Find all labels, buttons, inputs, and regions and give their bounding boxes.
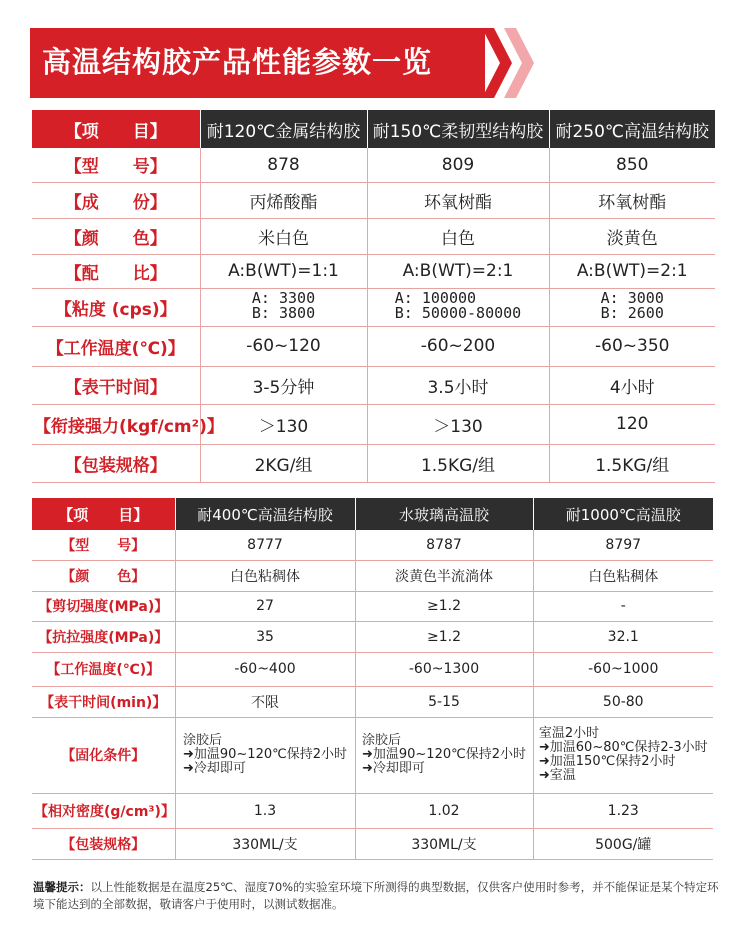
value-cell: -60~400 [175, 652, 355, 686]
row-label: 【配 比】 [32, 254, 200, 288]
table-row [32, 793, 713, 828]
value-line: ➜冷却即可 [361, 761, 425, 776]
title-banner [30, 28, 510, 98]
table-row [32, 404, 715, 444]
value-line: 涂胶后 [361, 733, 401, 748]
table-row [32, 148, 715, 182]
value-cell: 1.02 [355, 793, 533, 828]
value-cell: 不限 [175, 686, 355, 717]
note-prefix: 温馨提示： [33, 880, 91, 894]
row-label: 【固化条件】 [32, 717, 175, 793]
value-cell: 3.5小时 [367, 366, 549, 404]
value-cell [533, 717, 713, 793]
row-label: 【型 号】 [32, 148, 200, 182]
value-line: 室温2小时 [538, 726, 600, 741]
value-cell: 8797 [533, 530, 713, 560]
value-cell: 1.3 [175, 793, 355, 828]
table-row [32, 560, 713, 591]
value-cell: 4小时 [549, 366, 715, 404]
row-label: 【包装规格】 [32, 828, 175, 859]
chevron-right-icon [482, 28, 512, 98]
value-cell: 32.1 [533, 621, 713, 652]
value-cell: ＞130 [367, 404, 549, 444]
value-line: ➜加温60~80℃保持2-3小时 [538, 740, 708, 755]
value-line: A: 100000 [394, 289, 477, 307]
row-label: 【颜 色】 [32, 560, 175, 591]
value-cell: 3-5分钟 [200, 366, 367, 404]
value-line: B: 3800 [251, 304, 316, 322]
value-cell: 1.5KG/组 [367, 444, 549, 482]
value-cell [175, 717, 355, 793]
value-cell: 120 [549, 404, 715, 444]
value-cell: 白色粘稠体 [175, 560, 355, 591]
value-cell: 8787 [355, 530, 533, 560]
table-row [32, 530, 713, 560]
table-row [32, 621, 713, 652]
value-line: A: 3000 [600, 289, 664, 307]
multiline-value [601, 291, 664, 321]
value-line: B: 2600 [600, 304, 664, 322]
value-cell: 2KG/组 [200, 444, 367, 482]
value-line: A: 3300 [251, 289, 316, 307]
value-line: ➜室温 [538, 768, 576, 783]
row-label: 【颜 色】 [32, 218, 200, 254]
note-text: 以上性能数据是在温度25℃、湿度70%的实验室环境下所测得的典型数据，仅供客户使用时参考，并不能保证是某个特定环境下能达到的全部数据，敬请客户于使用时，以测试数据准。 [33, 880, 719, 911]
multiline-value [395, 291, 521, 321]
row-label: 【工作温度(℃)】 [32, 326, 200, 366]
table-row [32, 444, 715, 482]
table-row [32, 652, 713, 686]
value-cell: 米白色 [200, 218, 367, 254]
value-cell: 淡黄色半流淌体 [355, 560, 533, 591]
value-cell: 丙烯酸酯 [200, 182, 367, 218]
value-cell: 27 [175, 591, 355, 621]
spec-table-1 [32, 110, 715, 483]
product-header-cell: 耐1000℃高温胶 [533, 498, 713, 530]
table-row [32, 366, 715, 404]
value-cell: ＞130 [200, 404, 367, 444]
value-cell: A:B(WT)=2:1 [367, 254, 549, 288]
disclaimer-note [33, 879, 723, 913]
table-row [32, 326, 715, 366]
value-cell: 1.5KG/组 [549, 444, 715, 482]
row-label: 【工作温度(℃)】 [32, 652, 175, 686]
value-cell: 500G/罐 [533, 828, 713, 859]
row-label: 【包装规格】 [32, 444, 200, 482]
value-cell: 850 [549, 148, 715, 182]
product-header-cell: 水玻璃高温胶 [355, 498, 533, 530]
table-row [32, 254, 715, 288]
row-label: 【衔接强力(kgf/cm²)】 [32, 404, 200, 444]
row-label: 【抗拉强度(MPa)】 [32, 621, 175, 652]
value-cell: -60~1000 [533, 652, 713, 686]
value-cell: - [533, 591, 713, 621]
value-cell: 环氧树酯 [367, 182, 549, 218]
row-label: 【表干时间】 [32, 366, 200, 404]
value-cell: ≥1.2 [355, 591, 533, 621]
value-cell [549, 288, 715, 326]
table-row [32, 288, 715, 326]
value-cell: 878 [200, 148, 367, 182]
value-cell: 1.23 [533, 793, 713, 828]
spec-table-2 [32, 498, 713, 860]
value-line: ➜加温90~120℃保持2小时 [361, 747, 526, 762]
table-header-row [32, 498, 713, 530]
multiline-value [362, 734, 526, 776]
row-label: 【相对密度(g/cm³)】 [32, 793, 175, 828]
value-cell: A:B(WT)=1:1 [200, 254, 367, 288]
multiline-value [539, 727, 708, 783]
value-cell: 35 [175, 621, 355, 652]
table-row [32, 717, 713, 793]
value-cell: ≥1.2 [355, 621, 533, 652]
value-cell: 809 [367, 148, 549, 182]
value-cell: -60~350 [549, 326, 715, 366]
header-label-cell: 【项 目】 [32, 498, 175, 530]
value-cell [200, 288, 367, 326]
value-line: B: 50000-80000 [394, 304, 522, 322]
value-line: ➜冷却即可 [182, 761, 246, 776]
product-header-cell: 耐120℃金属结构胶 [200, 110, 367, 148]
product-header-cell: 耐150℃柔韧型结构胶 [367, 110, 549, 148]
value-cell: A:B(WT)=2:1 [549, 254, 715, 288]
value-cell: 白色粘稠体 [533, 560, 713, 591]
value-cell [367, 288, 549, 326]
value-cell: 白色 [367, 218, 549, 254]
value-cell: 50-80 [533, 686, 713, 717]
row-label: 【表干时间(min)】 [32, 686, 175, 717]
value-cell: 8777 [175, 530, 355, 560]
header-label-cell: 【项 目】 [32, 110, 200, 148]
value-cell: 330ML/支 [175, 828, 355, 859]
table-row [32, 686, 713, 717]
row-label: 【成 份】 [32, 182, 200, 218]
product-header-cell: 耐250℃高温结构胶 [549, 110, 715, 148]
table-row [32, 828, 713, 859]
table-row [32, 182, 715, 218]
table-row [32, 218, 715, 254]
value-line: ➜加温150℃保持2小时 [538, 754, 676, 769]
multiline-value [183, 734, 347, 776]
multiline-value [252, 291, 315, 321]
value-cell: 环氧树酯 [549, 182, 715, 218]
value-cell: -60~200 [367, 326, 549, 366]
value-cell: 淡黄色 [549, 218, 715, 254]
page-title: 高温结构胶产品性能参数一览 [42, 45, 433, 79]
table-header-row [32, 110, 715, 148]
value-line: 涂胶后 [182, 733, 222, 748]
row-label: 【粘度 (cps)】 [32, 288, 200, 326]
product-header-cell: 耐400℃高温结构胶 [175, 498, 355, 530]
value-cell: -60~1300 [355, 652, 533, 686]
table-row [32, 591, 713, 621]
row-label: 【型 号】 [32, 530, 175, 560]
value-cell [355, 717, 533, 793]
value-cell: -60~120 [200, 326, 367, 366]
value-cell: 5-15 [355, 686, 533, 717]
value-cell: 330ML/支 [355, 828, 533, 859]
value-line: ➜加温90~120℃保持2小时 [182, 747, 347, 762]
row-label: 【剪切强度(MPa)】 [32, 591, 175, 621]
